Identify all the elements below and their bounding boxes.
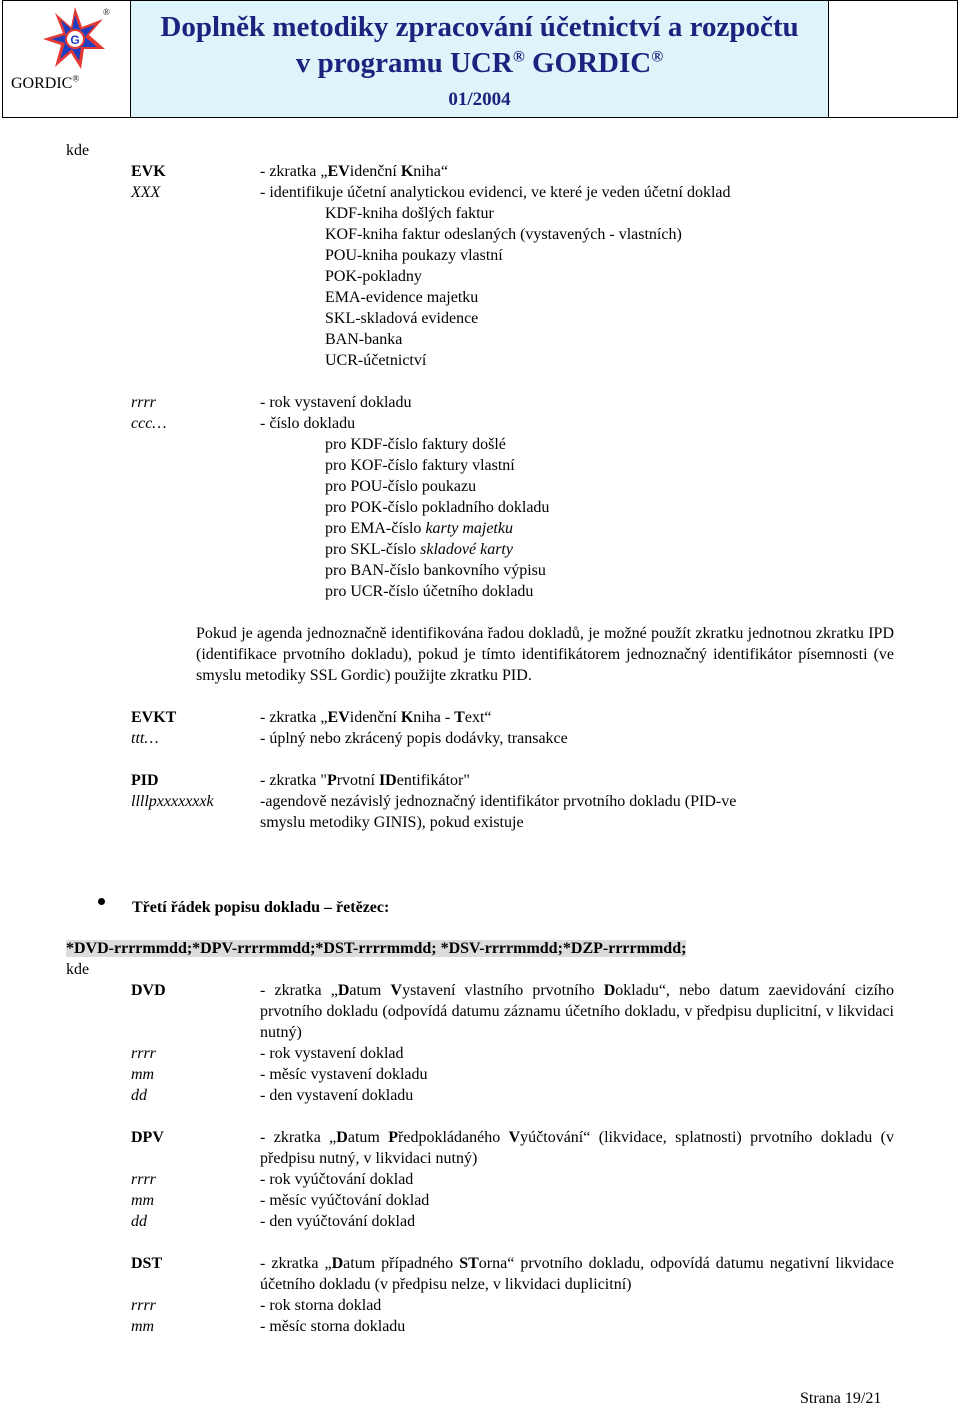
dst-code: DST	[131, 1255, 163, 1272]
section-heading: Třetí řádek popisu dokladu – řetězec:	[132, 899, 390, 916]
dvd-row-desc: - měsíc vystavení dokladu	[260, 1066, 428, 1083]
brand-name: GORDIC	[11, 75, 73, 92]
evk-item: UCR-účetnictví	[325, 352, 427, 369]
dpv-code: DPV	[131, 1129, 164, 1146]
ccc-item: pro POK-číslo pokladního dokladu	[325, 499, 550, 516]
svg-text:®: ®	[103, 7, 110, 17]
dst-row-code: mm	[131, 1318, 155, 1335]
ccc-item: pro BAN-číslo bankovního výpisu	[325, 562, 546, 579]
document-header	[2, 0, 958, 118]
note-paragraph: Pokud je agenda jednoznačně identifikována řadou dokladů, je možné použít zkratku jednotnou zkratku IPD (identifikace prvotního dokladu), pokud je tímto identifikátorem jednoznačný identifikátor písemnosti (ve smyslu metodiky SSL Gordic) použijte zkratku PID.	[196, 625, 894, 684]
svg-text:G: G	[70, 33, 80, 47]
dpv-row-desc: - den vyúčtování doklad	[260, 1213, 416, 1230]
kde-label: kde	[66, 142, 90, 159]
dst-row-code: rrrr	[131, 1297, 156, 1314]
evk-sub-desc: - identifikuje účetní analytickou evidenci, ve které je veden účetní doklad	[260, 184, 731, 201]
header-empty-cell	[828, 1, 957, 117]
ccc-item: pro UCR-číslo účetního dokladu	[325, 583, 534, 600]
evk-item: KOF-kniha faktur odeslaných (vystavených - vlastních)	[325, 226, 682, 243]
ccc-code: ccc…	[131, 415, 167, 432]
pid-sub-code: llllpxxxxxxxk	[131, 793, 214, 810]
doc-title-line2: v programu UCR® GORDIC®	[295, 47, 664, 79]
dvd-row-code: rrrr	[131, 1045, 156, 1062]
evkt-desc: - zkratka „EVidenční Kniha - Text“	[260, 709, 492, 726]
doc-subtitle: 01/2004	[448, 89, 511, 110]
evkt-code: EVKT	[131, 709, 177, 726]
ccc-item: pro KOF-číslo faktury vlastní	[325, 457, 515, 474]
evk-code: EVK	[131, 163, 166, 180]
ccc-item: pro EMA-číslo karty majetku	[325, 520, 513, 537]
doc-title-line1: Doplněk metodiky zpracování účetnictví a rozpočtu	[160, 11, 799, 43]
dpv-row-code: mm	[131, 1192, 155, 1209]
ccc-item: pro SKL-číslo skladové karty	[325, 541, 513, 558]
ccc-desc: - číslo dokladu	[260, 415, 356, 432]
page-number: Strana 19/21	[800, 1390, 882, 1407]
pid-code: PID	[131, 772, 159, 789]
dpv-row-code: dd	[131, 1213, 147, 1230]
evk-item: EMA-evidence majetku	[325, 289, 479, 306]
evk-item: KDF-kniha došlých faktur	[325, 205, 494, 222]
dst-row-desc: - měsíc storna dokladu	[260, 1318, 406, 1335]
gordic-star-icon	[33, 5, 123, 75]
dst-desc: - zkratka „Datum případného STorna“ prvotního dokladu, odpovídá datumu negativní likvidace účetního dokladu (v předpisu nelze, v likvidaci duplicitní)	[260, 1255, 895, 1293]
evk-item: POU-kniha poukazy vlastní	[325, 247, 503, 264]
evk-desc: - zkratka „EVidenční Kniha“	[260, 163, 448, 180]
evkt-sub-desc: - úplný nebo zkrácený popis dodávky, transakce	[260, 730, 568, 747]
logo	[3, 1, 131, 117]
dvd-row-desc: - rok vystavení doklad	[260, 1045, 404, 1062]
dpv-desc: - zkratka „Datum Předpokládaného Vyúčtování“ (likvidace, splatnosti) prvotního dokladu (v předpisu nutný, v likvidaci nutný)	[260, 1129, 895, 1167]
dst-row-desc: - rok storna doklad	[260, 1297, 382, 1314]
dpv-row-code: rrrr	[131, 1171, 156, 1188]
ccc-item: pro KDF-číslo faktury došlé	[325, 436, 506, 453]
pid-sub-desc-1: -agendově nezávislý jednoznačný identifikátor prvotního dokladu (PID-ve	[260, 793, 737, 810]
kde-label: kde	[66, 961, 90, 978]
evkt-sub-code: ttt…	[131, 730, 159, 747]
evk-sub-code: XXX	[131, 184, 161, 201]
formula: *DVD-rrrrmmdd;*DPV-rrrrmmdd;*DST-rrrrmmdd; *DSV-rrrrmmdd;*DZP-rrrrmmdd;	[66, 940, 687, 957]
dvd-code: DVD	[131, 982, 166, 999]
dpv-row-desc: - měsíc vyúčtování doklad	[260, 1192, 430, 1209]
ccc-item: pro POU-číslo poukazu	[325, 478, 477, 495]
dvd-row-desc: - den vystavení dokladu	[260, 1087, 414, 1104]
dvd-row-code: mm	[131, 1066, 155, 1083]
evk-item: SKL-skladová evidence	[325, 310, 479, 327]
pid-desc: - zkratka "Prvotní IDentifikátor"	[260, 772, 470, 789]
registered-mark: ®	[72, 73, 80, 84]
evk-item: BAN-banka	[325, 331, 403, 348]
dvd-desc: - zkratka „Datum Vystavení vlastního prvotního Dokladu“, nebo datum zaevidování cizího prvotního dokladu (odpovídá datumu záznamu účetního dokladu, v předpisu duplicitní, v likvidaci nutný)	[260, 982, 894, 1041]
title-block	[131, 1, 828, 117]
dvd-row-code: dd	[131, 1087, 147, 1104]
bullet-icon	[98, 898, 105, 905]
evk-item: POK-pokladny	[325, 268, 422, 285]
dpv-row-desc: - rok vyúčtování doklad	[260, 1171, 414, 1188]
rrrr-code: rrrr	[131, 394, 156, 411]
pid-sub-desc-2: smyslu metodiky GINIS), pokud existuje	[260, 814, 524, 831]
rrrr-desc: - rok vystavení dokladu	[260, 394, 412, 411]
